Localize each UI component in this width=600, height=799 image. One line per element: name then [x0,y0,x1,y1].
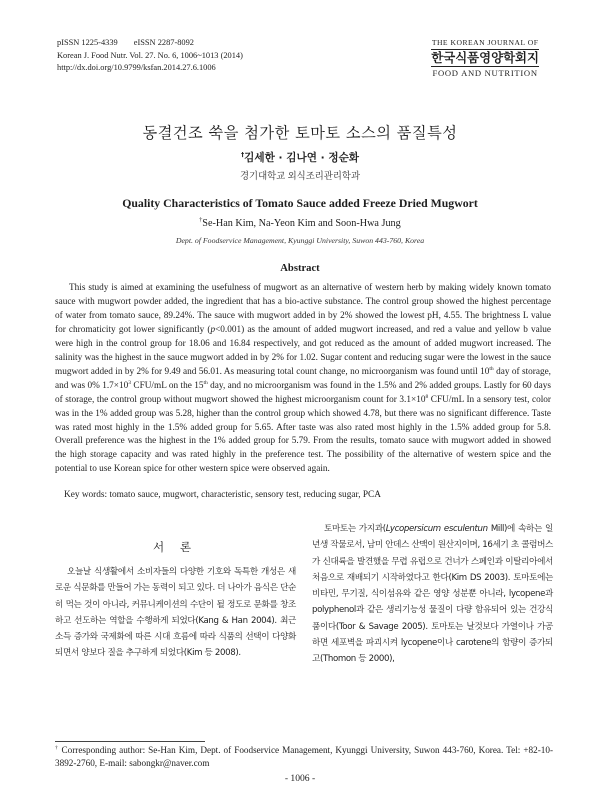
page-number: - 1006 - [284,773,316,784]
abstract-heading: Abstract [280,263,320,274]
journal-name-line1: THE KOREAN JOURNAL OF [431,38,539,47]
section-heading-introduction: 서 론 [152,540,198,554]
abstract-text: This study is aimed at examining the usefulness of mugwort as an alternative of western herb by making widely known tomato sauce with mugwort powder added, the ingredient that has a bio-active substance. The control group showed the highest percentage of water from tomato sauce, 89.24%. The sauce with mugwort added in by 2% showed the lowest pH, 4.55. The brightness L value for chromaticity got lower significantly (p<0.001) as the amount of added mugwort increased, and red a value and yellow b value were high in the control group for 18.06 and 16.84 respectively, and got reduced as the amount of added mugwort increased. The salinity was the highest in the sauce mugwort added in by 2% for 1.02. Sugar content and reducing sugar were the lowest in the sauce mugwort added in by 2% for 9.49 and 56.01. As measuring total count change, no microorganism was found until 10th day of storage, and was 0% $1.7\times 10^3$ CFU/mL on the 15th day, and no microorganism was found in the 1.5% and 2% added groups. Lastly for 60 days of storage, the control group without mugwort showed the highest microorganism count for $3.1\times 10^8$ CFU/mL In a sensory test, color was in the 1% added group was 5.28, higher than the control group which showed 4.78, but there was no significant difference. Taste was rated most highly in the 1.5% added group for 5.65. After taste was also rated most highly in the 1.5% added group for 5.8. Overall preference was the highest in the 1% added group for 5.79. From the results, tomato sauce with mugwort added in showed the high storage capacity and was rated highly in the preference test. The possibility of the alternative of western spice and the potential to use Korean spice for other western spice were observed again. [55,283,551,475]
doi-link[interactable]: http://dx.doi.org/10.9799/ksfan.2014.27.6.1006 [57,63,216,73]
corresponding-mark: † [199,217,203,224]
journal-logo [431,38,539,79]
authors-english [0,218,600,229]
footnote-text: Corresponding author: Se-Han Kim, Dept. of Foodservice Management, Kyunggi University, Suwon 443-760, Korea. Tel: +82-10-3892-2760, E-mail: sabongkr@naver.com [55,745,553,768]
authors-korean [0,150,600,165]
journal-citation-block [57,37,243,75]
affiliation-korean: 경기대학교 외식조리관리학과 [239,172,361,182]
intro-left-column: 오늘날 식생활에서 소비자들의 다양한 기호와 독특한 개성은 새로운 식문화를 만들어 가는 동력이 되고 있다. 더 나아가 음식은 단순히 먹는 것이 아니라, 커뮤니케이션의 수단이 될 정도로 문화를 창조하고 선도하는 역할을 수행하게 되었다(Kang & Han 2004). 최근 소득 증가와 국제화에 따른 시대 흐름에 따라 식품의 선택이 다양화 되면서 양보다 질을 추구하게 되었다(Kim 등 2008). [55,567,296,659]
journal-rule [431,66,539,67]
issn-print: pISSN 1225-4339 [57,38,118,47]
footnote-rule [55,741,205,742]
author-names-korean: 김세한 · 김나연 · 정순화 [244,152,360,164]
author-names-english: Se-Han Kim, Na-Yeon Kim and Soon-Hwa Jung [202,218,401,229]
issn-electronic: eISSN 2287-8092 [133,38,194,47]
paper-title-korean: 동결건조 쑥을 첨가한 토마토 소스의 품질특성 [142,124,458,142]
keywords: Key words: tomato sauce, mugwort, characteristic, sensory test, reducing sugar, PCA [64,490,381,500]
corresponding-author-footnote [55,744,553,770]
intro-right-column: 토마토는 가지과(Lycopersicum esculentun Mill)에 속하는 일년생 작물로서, 남미 안데스 산맥이 원산지이며, 16세기 초 콜럼버스가 신대륙을 발견했을 무렵 유럽으로 건너가 스페인과 이탈리아에서 처음으로 재배되기 시작하였다고 한다(Kim DS 2003). 토마토에는 비타민, 무기질, 식이섬유와 같은 영양 성분뿐 아니라, lycopene과 polyphenol과 같은 생리기능성 물질이 다량 함유되어 있는 건강식품이다(Toor & Savage 2005). 토마토는 날것보다 가열이나 가공하면 세포벽을 파괴시켜 lycopene이나 carotene의 함량이 증가되고(Thomon 등 2000), [312,524,553,664]
issn-line [57,37,243,50]
corresponding-mark: † [240,151,245,159]
paper-title-english: Quality Characteristics of Tomato Sauce added Freeze Dried Mugwort [122,196,478,210]
journal-name-korean: 한국식품영양학회지 [431,50,539,65]
citation-line: Korean J. Food Nutr. Vol. 27. No. 6, 1006~1013 (2014) [57,50,243,60]
journal-name-line3: FOOD AND NUTRITION [432,68,538,78]
footnote-mark: † [55,744,59,751]
affiliation-english: Dept. of Foodservice Management, Kyunggi University, Suwon 443-760, Korea [175,236,425,245]
